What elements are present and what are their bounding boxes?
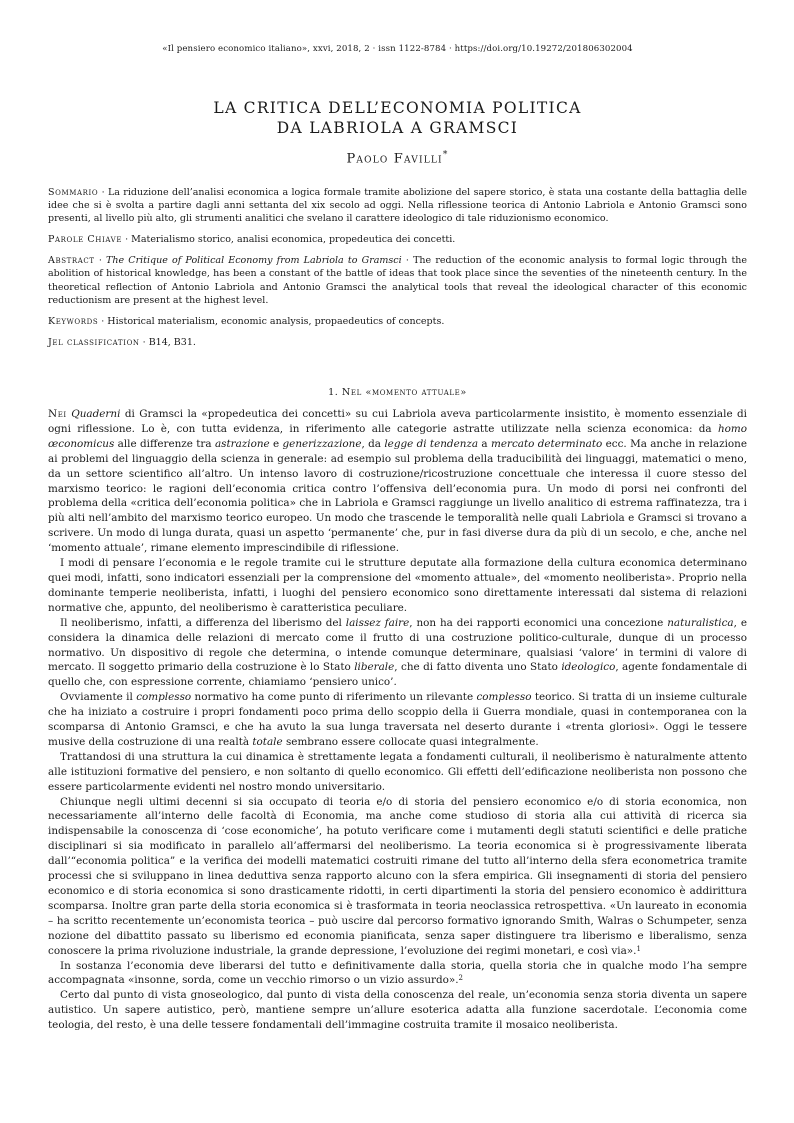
parole-chiave-text: · Materialismo storico, analisi economica, propedeutica dei concetti. — [122, 234, 456, 246]
author-footnote-mark: * — [442, 150, 449, 160]
sommario-text: · La riduzione dell’analisi economica a logica formale tramite abolizione del sapere storico, è stata una costante della battaglia delle idee che si è svolta a partire dagli anni settanta del xix secolo ad oggi. Nella riflessione teorica di Antonio Labriola e Antonio Gramsci sono presenti, al livello più alto, gli strumenti analitici che svelano il carattere ideologico di tale riduzionismo economico. — [48, 187, 747, 225]
author-name: Paolo Favilli — [346, 151, 443, 167]
sommario — [48, 186, 747, 225]
paragraph-1 — [48, 407, 747, 556]
text-run: e — [269, 437, 283, 450]
text-run: Chiunque negli ultimi decenni si sia occupato di teoria e/o di storia del pensiero economico e/o di storia economica, non necessariamente all’interno delle facoltà di Economia, ma anche come studioso di storia alla cui attività di ricerca sia indispensabile la conoscenza di ‘cose economiche’, ha potuto verificare come i mutamenti degli statuti scientifici e delle pratiche disciplinari si sia modificato in parallelo all’affermarsi del neoliberismo. La teoria economica si è progressivamente liberata dall’“economia politica” e la verifica dei modelli matematici costruiti rimane del tutto all’interno della sfera econometrica tramite processi che si sviluppano in linea deduttiva senza rapporto alcuno con la sfera empirica. Gli insegnamenti di storia del pensiero economico e di storia economica si sono drasticamente ridotti, in certi dipartimenti la storia del pensiero economico è addirittura scomparsa. Inoltre gran parte della storia economica si è trasformata in teoria neoclassica retrospettiva. «Un laureato in economia – ha scritto recentemente un’economista teorica – può uscire dal percorso formativo ignorando Smith, Walras o Schumpeter, senza nozione del dibattito passato su liberismo ed economia pianificata, senza saper distinguere tra liberismo e liberalismo, senza conoscere la prima rivoluzione industriale, la grande depressione, l’evoluzione dei regimi monetari, e così via». — [48, 795, 747, 957]
section-title: Nel «momento attuale» — [341, 387, 467, 398]
paragraph-7 — [48, 959, 747, 989]
footnote-ref-2[interactable]: 2 — [458, 974, 464, 983]
text-run: Il neoliberismo, infatti, a differenza del liberismo del — [60, 616, 346, 629]
title-line-2: DA LABRIOLA A GRAMSCI — [276, 119, 519, 137]
jel-classification — [48, 336, 747, 349]
keywords — [48, 315, 747, 328]
footnote-ref-1[interactable]: 1 — [636, 944, 641, 953]
paragraph-5: Trattandosi di una struttura la cui dinamica è strettamente legata a fondamenti culturali, il neoliberismo è naturalmente attento alle istituzioni formative del pensiero, e non soltanto di quello economico. Gli effetti dell’edificazione neoliberista non possono che essere particolarmente evidenti nel nostro mondo universitario. — [48, 750, 747, 793]
text-run: alle differenze tra — [114, 437, 215, 450]
italic-run: totale — [252, 735, 283, 748]
italic-run: legge di tendenza — [384, 437, 479, 450]
paragraph-8: Certo dal punto di vista gnoseologico, dal punto di vista della conoscenza del reale, un’economia senza storia diventa un sapere autistico. Un sapere autistico, però, mantiene sempre un’allure esoterica adatta alla funzione sacerdotale. L’economia come teologia, del resto, è una delle tessere fondamentali dell’immagine costruita tramite il mosaico neoliberista. — [48, 989, 747, 1032]
abstract-label: Abstract — [48, 255, 95, 267]
text-run: sembrano essere collocate quasi integralmente. — [282, 735, 539, 748]
section-number: 1. — [328, 387, 342, 398]
italic-run: mercato determinato — [490, 437, 603, 450]
paragraph-1-opening: Nei — [48, 408, 67, 420]
italic-run: complesso — [476, 691, 532, 704]
text-run: normativo ha come punto di riferimento un rilevante — [191, 691, 477, 704]
jel-label: Jel classification — [48, 336, 140, 348]
italic-run: naturalistica — [667, 616, 734, 629]
italic-run: homo œconomicus — [48, 422, 747, 450]
author — [48, 150, 747, 166]
paragraph-6 — [48, 795, 747, 959]
text-run: ecc. Ma anche in relazione ai problemi del linguaggio della scienza in generale: ad esempio sul problema della traducibilità dei linguaggi, matematici o meno, da un settore scientifico all’altro. Un intenso lavoro di costruzione/ricostruzione concettuale che interessa il cuore stesso del marxismo teorico: le ragioni dell’economia critica contro l’offensiva dell’economia pura. Un modo di porsi nei confronti del problema della «critica dell’economia politica» che in Labriola e Gramsci raggiunge un livello analitico di estrema raffinatezza, tra i più alti nell’ambito del marxismo teorico europeo. Un modo che trascende le temporalità nelle quali Labriola e Gramsci si trovano a scrivere. Un modo di lunga durata, quasi un aspetto ‘permanente’ che, pur in fasi diverse dura da più di un secolo, e che, anche nel ‘momento attuale’, rimane elemento imprescindibile di riflessione. — [48, 437, 747, 555]
article-title — [48, 98, 747, 138]
italic-run: laissez faire — [345, 616, 410, 629]
text-run: Ovviamente il — [60, 691, 137, 704]
italic-run: ideologico — [561, 661, 616, 674]
text-run: , e considera la dinamica delle relazioni di mercato come il frutto di una costruzione politico-culturale, dunque di un processo normativo. Un dispositivo di regole che determina, o intende comunque determinare, qualsiasi ‘valore’ in termini di valore di mercato. Il soggetto primario della costruzione è lo Stato — [48, 616, 747, 674]
text-run: a — [478, 437, 491, 450]
jel-text: · B14, B31. — [139, 336, 196, 348]
parole-chiave — [48, 233, 747, 246]
abstract-title: The Critique of Political Economy from Labriola to Gramsci — [106, 255, 402, 267]
italic-run: astrazione — [214, 437, 270, 450]
paragraph-4 — [48, 690, 747, 750]
text-run: teorico. Si tratta di un insieme culturale che ha iniziato a costruire i propri fondamenti poco prima dello scoppio della ii Guerra mondiale, quasi in contemporanea con la scomparsa di Antonio Gramsci, e che ha avuto la sua lunga traversata nel deserto durante i «trenta gloriosi». Oggi le tessere musive della costruzione di una realtà — [48, 691, 747, 748]
parole-chiave-label: Parole Chiave — [48, 234, 123, 246]
text-run: , da — [361, 437, 385, 450]
abstract — [48, 254, 747, 306]
text-run: , che di fatto diventa uno Stato — [394, 661, 562, 674]
abstract-block — [48, 186, 747, 357]
italic-run: generizzazione — [282, 437, 362, 450]
abstract-separator: · — [94, 255, 107, 267]
sommario-label: Sommario — [48, 187, 99, 198]
italic-run: liberale — [354, 661, 395, 674]
text-run: In sostanza l’economia deve liberarsi del tutto e definitivamente dalla storia, quella storia che in qualche modo l’ha sempre accompagnata «insonne, sorda, come un vecchio rimorso o un vizio assurdo». — [48, 959, 747, 987]
running-head: «Il pensiero economico italiano», xxvi, 2018, 2 · issn 1122-8784 · https://doi.org/10.19272/201806302004 — [162, 44, 633, 54]
body-text — [48, 407, 747, 1033]
title-line-1: LA CRITICA DELL’ECONOMIA POLITICA — [213, 99, 582, 117]
text-run: , agente fondamentale di quello che, con espressione corrente, chiamiamo ‘pensiero unico’. — [48, 661, 748, 689]
paragraph-2: I modi di pensare l’economia e le regole tramite cui le strutture deputate alla formazione della cultura economica determinano quei modi, infatti, sono indicatori essenziali per la comprensione del «momento attuale», del «momento neoliberista». Proprio nella dominante temperie neoliberista, infatti, i luoghi del pensiero economico sono direttamente interessati dal sistema di relazioni normative che, appunto, del neoliberismo è caratteristica peculiare. — [48, 557, 747, 614]
italic-run: Quaderni — [71, 408, 121, 420]
italic-run: complesso — [136, 691, 192, 704]
keywords-text: · Historical materialism, economic analysis, propaedeutics of concepts. — [98, 315, 445, 327]
text-run: , non ha dei rapporti economici una concezione — [409, 616, 668, 629]
paragraph-3 — [48, 616, 747, 691]
keywords-label: Keywords — [48, 315, 99, 327]
section-heading — [48, 387, 747, 398]
text-run: di Gramsci la «propedeutica dei concetti» su cui Labriola aveva particolarmente insistito, è momento essenziale di ogni riflessione. Lo è, con tutta evidenza, in riferimento alle categorie astratte utilizzate nella scienza economica: da — [48, 408, 748, 435]
abstract-text: · The reduction of the economic analysis to formal logic through the abolition of historical knowledge, has been a constant of the battle of ideas that took place since the seventies of the nineteenth century. In the theoretical reflection of Antonio Labriola and Antonio Gramsci the analytical tools that reveal the ideological character of this economic reductionism are present at the highest level. — [48, 255, 748, 306]
